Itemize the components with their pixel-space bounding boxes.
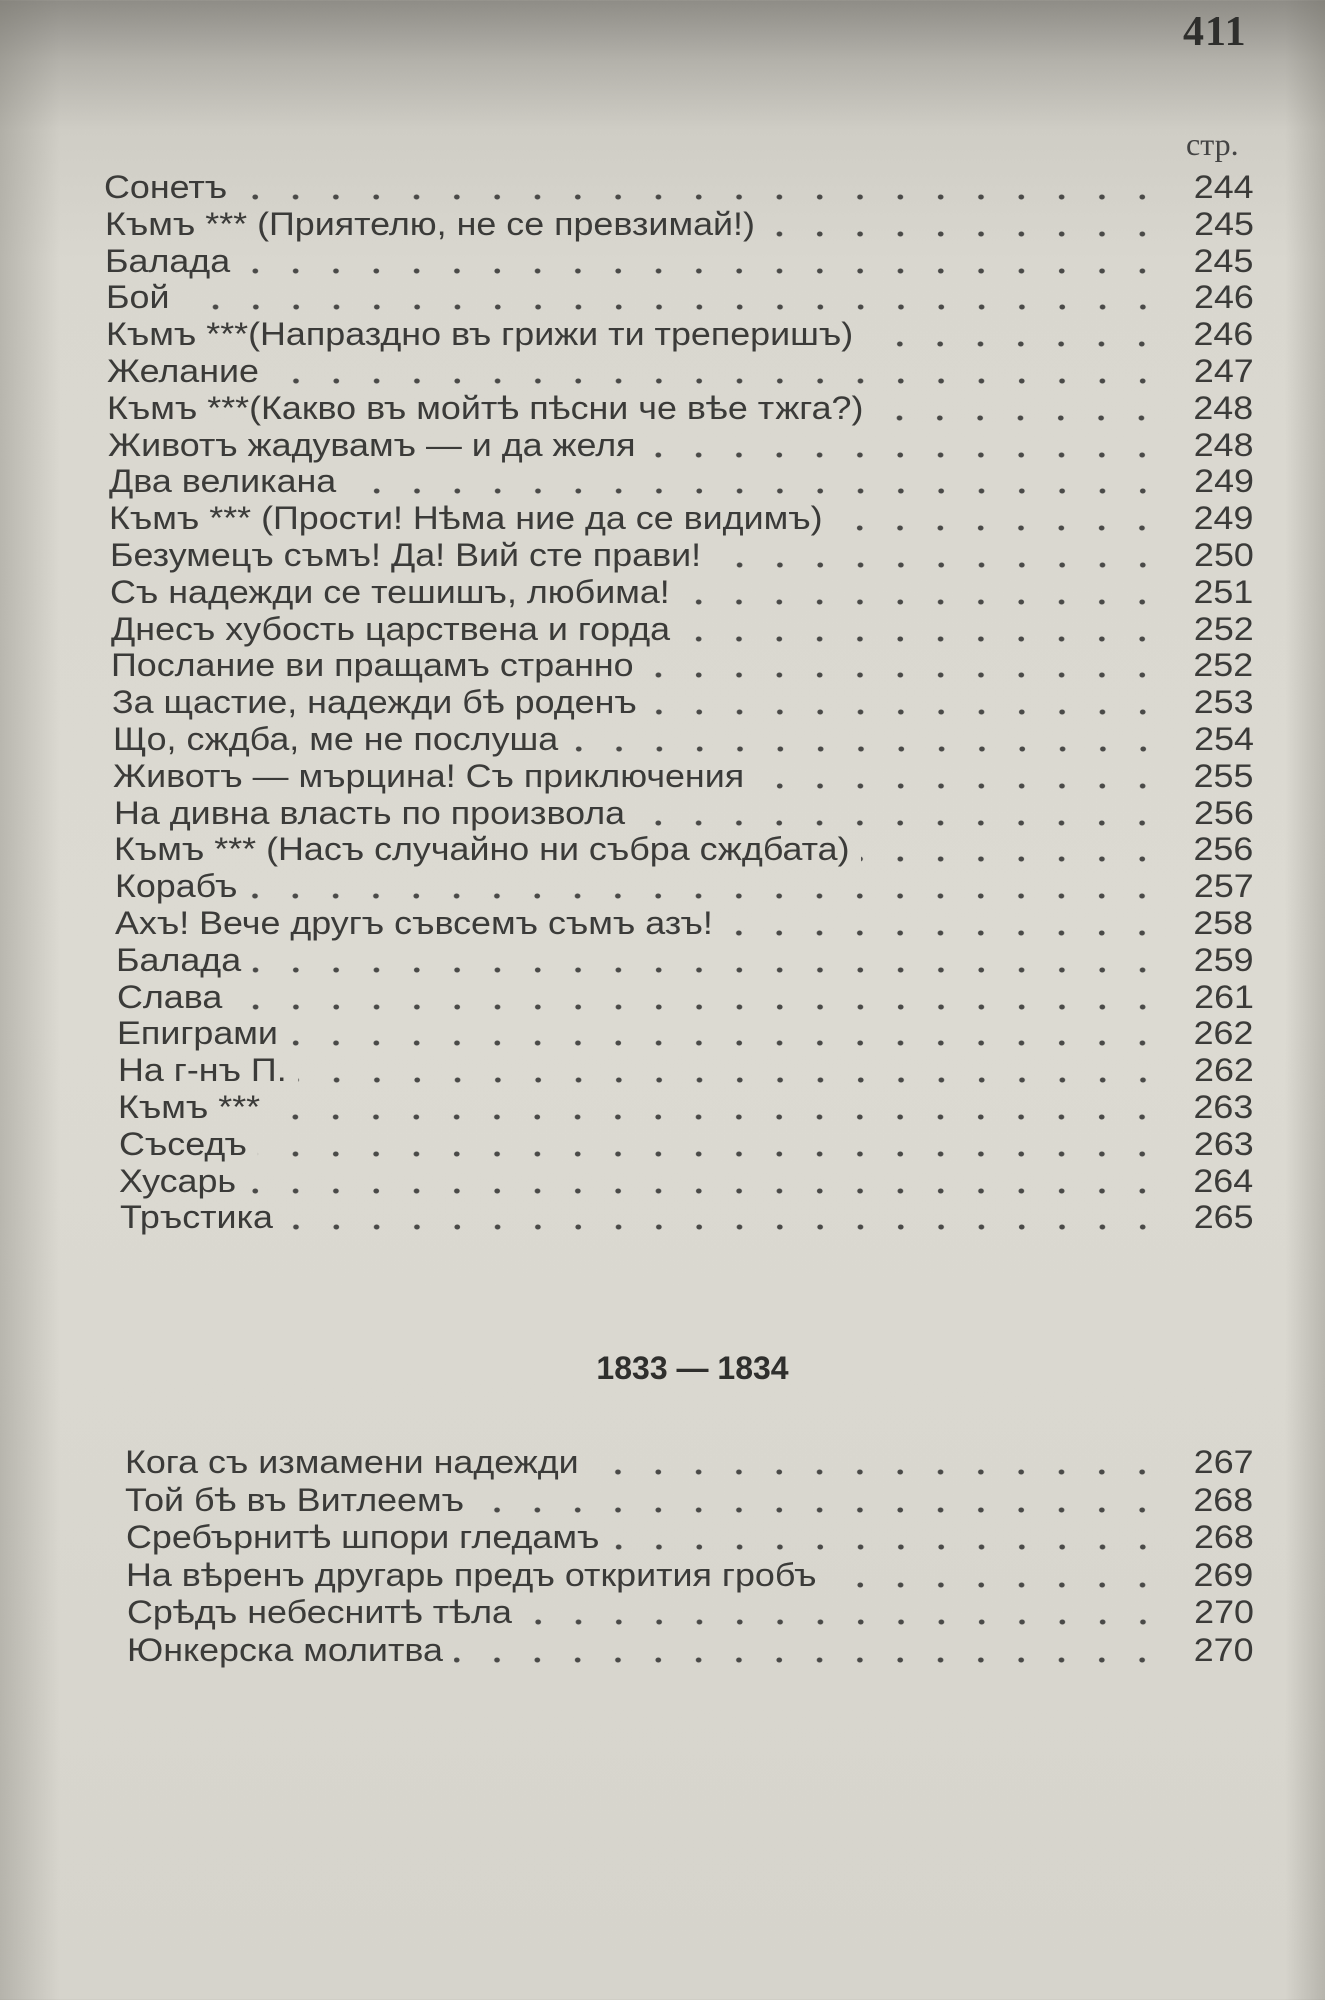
dot-leader	[681, 610, 1162, 648]
entry-page: 246	[1193, 279, 1254, 316]
entry-title: На вѣренъ другарь предъ открития гробъ	[126, 1556, 817, 1593]
entry-title: Животъ — мърцина! Съ приключения	[113, 757, 745, 794]
entry-page: 268	[1193, 1481, 1254, 1518]
dot-leader	[272, 1088, 1163, 1126]
entry-page: 269	[1193, 1556, 1254, 1593]
entry-title: Балада	[105, 242, 231, 279]
entry-page: 256	[1193, 831, 1254, 868]
toc-entry	[116, 941, 1252, 979]
toc-entry	[113, 757, 1252, 795]
entry-page: 245	[1193, 242, 1254, 279]
entry-page: 261	[1193, 978, 1254, 1015]
entry-title: Безумецъ съмъ! Да! Вий сте прави!	[109, 537, 701, 573]
entry-page: 252	[1193, 647, 1254, 684]
entry-title: Слава	[116, 978, 222, 1015]
toc-entry	[125, 1481, 1252, 1519]
toc-entry	[115, 867, 1252, 905]
entry-title: Сребърнитѣ шпори гледамъ	[125, 1519, 600, 1556]
toc-entry	[111, 646, 1252, 684]
entry-title: Къмъ ***(Напраздно въ грижи ти треперишъ)	[106, 316, 854, 353]
entry-page: 247	[1193, 353, 1254, 389]
entry-title: Хусарь	[119, 1162, 237, 1199]
entry-page: 244	[1193, 169, 1254, 205]
dot-leader	[298, 1051, 1163, 1089]
dot-leader	[865, 315, 1163, 353]
entry-title: Юнкерска молитва	[127, 1632, 443, 1668]
entry-page: 265	[1193, 1199, 1254, 1236]
entry-page: 248	[1193, 389, 1254, 426]
toc-entry	[106, 315, 1252, 353]
toc-entry	[110, 573, 1252, 611]
entry-title: Корабъ	[114, 868, 238, 905]
toc-entry	[126, 1518, 1252, 1556]
entry-page: 253	[1193, 684, 1254, 721]
entry-page: 250	[1193, 537, 1254, 573]
toc-entry	[114, 830, 1252, 868]
entry-title: На г-нъ П.	[117, 1052, 287, 1089]
toc-entry	[109, 499, 1252, 537]
dot-leader	[289, 1014, 1162, 1052]
entry-title: Балада	[116, 941, 242, 978]
toc-entry	[107, 352, 1252, 390]
toc-entry	[104, 168, 1252, 206]
entry-page: 270	[1193, 1632, 1254, 1668]
entry-title: Бой	[105, 279, 170, 316]
entry-page: 256	[1193, 794, 1254, 831]
toc-entry	[105, 242, 1252, 280]
entry-page: 259	[1193, 941, 1254, 978]
entry-page: 254	[1193, 721, 1254, 757]
dot-leader	[647, 426, 1163, 464]
entry-page: 255	[1193, 757, 1254, 794]
dot-leader	[284, 1198, 1162, 1236]
dot-leader	[645, 646, 1162, 684]
toc-entry	[119, 1125, 1252, 1163]
dot-leader	[648, 683, 1162, 721]
page-number: 411	[1183, 9, 1247, 55]
entry-title: Съ надежди се тешишъ, любима!	[110, 573, 671, 610]
section-heading: 1833 — 1834	[596, 1350, 789, 1386]
dot-leader	[454, 1631, 1162, 1669]
entry-page: 268	[1193, 1519, 1254, 1556]
entry-title: Къмъ ***(Какво въ мойтѣ пѣсни че вѣе тжга?)	[107, 389, 864, 426]
entry-page: 264	[1193, 1162, 1254, 1199]
dot-leader	[610, 1518, 1162, 1556]
entry-page: 251	[1193, 573, 1254, 610]
entry-title: Що, сждба, ме не послуша	[112, 721, 558, 757]
entry-title: Епиграми	[117, 1015, 279, 1052]
page-column-label: стр.	[1186, 126, 1239, 162]
toc-entry	[117, 978, 1252, 1016]
toc-entry	[125, 1443, 1252, 1481]
entry-title: Тръстика	[120, 1199, 273, 1236]
dot-leader	[712, 536, 1162, 574]
dot-leader	[252, 941, 1162, 979]
dot-leader	[834, 499, 1162, 537]
entry-page: 262	[1193, 1015, 1254, 1052]
toc-entry	[114, 794, 1252, 832]
toc-entry	[112, 683, 1252, 721]
entry-title: Желание	[106, 353, 259, 389]
toc-entry	[119, 1162, 1252, 1200]
entry-title: Къмъ *** (Приятелю, не се превзимай!)	[104, 205, 755, 242]
entry-title: Кога съ измамени надежди	[125, 1444, 579, 1480]
entry-page: 267	[1193, 1444, 1254, 1480]
entry-title: Той бѣ въ Витлеемъ	[125, 1481, 465, 1518]
dot-leader	[636, 794, 1162, 832]
dot-leader	[681, 573, 1162, 611]
entry-page: 245	[1193, 205, 1254, 242]
entry-page: 246	[1193, 316, 1254, 353]
dot-leader	[476, 1481, 1163, 1519]
dot-leader	[238, 168, 1162, 206]
toc-entry	[126, 1556, 1252, 1594]
dot-leader	[590, 1443, 1162, 1481]
dot-leader	[270, 352, 1162, 390]
toc-entry	[120, 1198, 1252, 1236]
dot-leader	[861, 830, 1162, 868]
dot-leader	[569, 720, 1162, 758]
dot-leader	[241, 242, 1162, 280]
entry-page: 263	[1193, 1089, 1254, 1125]
dot-leader	[523, 1593, 1163, 1631]
toc-entry	[127, 1593, 1252, 1631]
entry-title: Ахъ! Вече другъ съвсемъ съмъ азъ!	[115, 905, 714, 941]
toc-entry	[117, 1014, 1252, 1052]
toc-entry	[115, 904, 1252, 942]
entry-title: Съседъ	[118, 1125, 247, 1162]
entry-page: 249	[1193, 463, 1254, 500]
dot-leader	[248, 867, 1162, 905]
page-shadow-left	[0, 0, 60, 2000]
entry-title: За щастие, надежди бѣ роденъ	[112, 684, 637, 721]
toc-entry	[110, 536, 1252, 574]
entry-page: 262	[1193, 1052, 1254, 1089]
entry-page: 270	[1193, 1594, 1254, 1631]
dot-leader	[828, 1556, 1162, 1594]
dot-leader	[766, 205, 1163, 243]
toc-entry	[109, 462, 1252, 500]
toc-entry	[118, 1088, 1252, 1126]
entry-title: Животъ жадувамъ — и да желя	[108, 426, 636, 463]
dot-leader	[347, 462, 1162, 500]
entry-page: 252	[1193, 610, 1254, 647]
dot-leader	[180, 278, 1162, 316]
entry-title: Два великана	[108, 463, 336, 500]
dot-leader	[258, 1125, 1162, 1163]
entry-title: Срѣдъ небеснитѣ тѣла	[126, 1594, 512, 1631]
entry-page: 248	[1193, 426, 1254, 463]
dot-leader	[724, 904, 1162, 942]
entry-title: Сонетъ	[104, 169, 228, 205]
entry-title: Къмъ ***	[118, 1089, 261, 1125]
toc-entry	[107, 389, 1252, 427]
entry-title: Къмъ *** (Прости! Нѣма ние да се видимъ)	[109, 500, 823, 537]
page-shadow-right	[1285, 0, 1325, 2000]
entry-page: 249	[1193, 500, 1254, 537]
dot-leader	[755, 757, 1162, 795]
entry-title: Послание ви пращамъ странно	[111, 647, 635, 684]
entry-page: 263	[1193, 1125, 1254, 1162]
entry-title: Днесъ хубость царствена и горда	[110, 610, 670, 647]
toc-entry	[127, 1631, 1252, 1669]
toc-entry	[113, 720, 1252, 758]
toc-entry	[108, 426, 1252, 464]
dot-leader	[233, 978, 1162, 1016]
dot-leader	[875, 389, 1162, 427]
entry-page: 258	[1193, 905, 1254, 941]
entry-page: 257	[1193, 868, 1254, 905]
entry-title: Къмъ *** (Насъ случайно ни събра сждбата)	[114, 831, 850, 868]
toc-entry	[111, 610, 1252, 648]
dot-leader	[248, 1162, 1163, 1200]
toc-entry	[106, 278, 1252, 316]
toc-entry	[118, 1051, 1252, 1089]
toc-entry	[105, 205, 1252, 243]
entry-title: На дивна власть по произвола	[113, 794, 625, 831]
